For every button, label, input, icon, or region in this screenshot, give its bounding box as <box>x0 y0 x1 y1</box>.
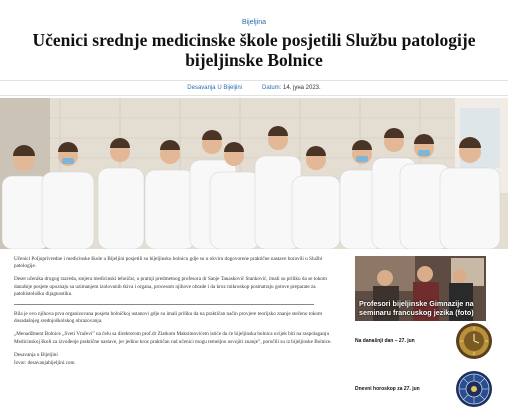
article-paragraph: Učenici Poljoprivredne i medicinske škole u Bijeljini posjetili su bijeljinsku bolnicu gdje su u okviru dogovorene praktične nastave boravili u Službi patologije. <box>14 256 323 270</box>
promo-card[interactable] <box>355 256 486 321</box>
article-category[interactable]: Bijeljina <box>241 19 267 26</box>
article-source[interactable]: Izvor: desavanjabijeljini.com <box>14 360 75 367</box>
article-body <box>14 256 344 373</box>
promo-title[interactable]: Profesori bijeljinske Gimnazije na seminaru francuskog jezika (foto) <box>359 299 474 317</box>
sidebar <box>355 256 495 392</box>
article-photo <box>0 98 508 249</box>
article-date <box>262 85 321 91</box>
zodiac-wheel-icon <box>455 370 493 408</box>
sidebar-item-horoscope[interactable] <box>355 370 495 408</box>
article-paragraph: „Menadžment Bolnice „Sveti Vračevi” na čelu sa direktorom prof.dr Zlatkom Maksimovićem istiće da će bijeljinska bolnica uvijek biti na raspolaganju Medicinskoj školi za izvođenje praktične nastave, jer jedino kroz praktičan rad učenici mogu temeljno usvojiti znanje”, poručili su iz bijeljinske Bolnice. <box>14 331 332 345</box>
date-value: 14. jyна 2023. <box>283 85 321 91</box>
article-paragraph: Bila je ovo njihova prva organizovana posjeta bolničkoj ustanovi gdje su imali priliku da na praktičan način provjere teorijsko znanje stečeno tokom dosadašnjeg srednjoškolskog obrazovanja. <box>14 311 323 325</box>
article-paragraph: Deset učenika drugog razreda, smjera medicinski tehničar, u pratnji predmetnog profesora dr Sanje Tanasković Stanković, imali su priliku da se tokom današnje posjete upoznaju sa uzimanjem izolovanih tkiva i organa, procesom njihove obrade i da kroz mikroskop posmatraju gotove preparate za patohistološku dijagnostiku. <box>14 276 327 297</box>
sidebar-item-on-this-day[interactable] <box>355 322 495 360</box>
paragraph-divider <box>14 304 314 305</box>
category-link[interactable]: Desavanja U Bijeljini <box>187 85 242 91</box>
group-photo-illustration <box>0 98 508 249</box>
article-signature: Desavanja u Bijeljini <box>14 351 58 358</box>
article-meta-bar <box>0 80 508 96</box>
date-label: Datum: <box>262 85 282 91</box>
clock-face-icon <box>455 322 493 360</box>
page-title: Učenici srednje medicinske škole posjetili Službu patologije bijeljinske Bolnice <box>32 30 476 70</box>
sidebar-item-label[interactable]: Dnevni horoskop za 27. jun <box>355 386 420 392</box>
sidebar-item-label[interactable]: Na današnji dan – 27. jun <box>355 338 415 344</box>
